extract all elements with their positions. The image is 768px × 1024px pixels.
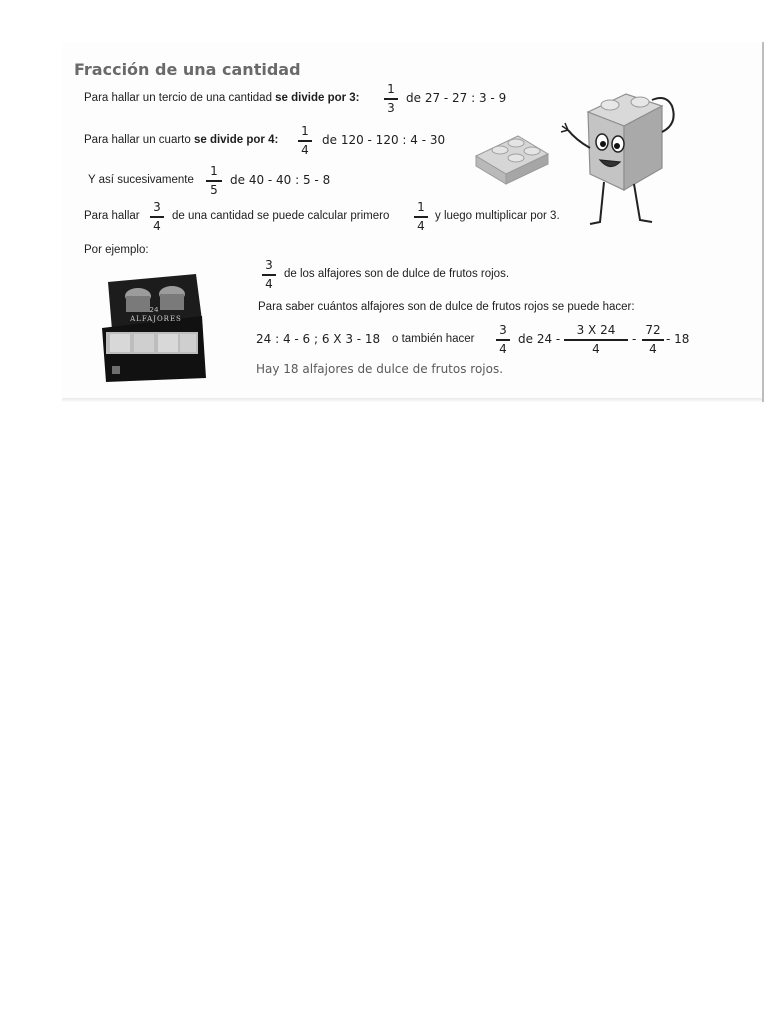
fraction-bar: [150, 216, 164, 218]
rule-tres-cuartos-start: Para hallar: [84, 210, 140, 222]
section-title: Fracción de una cantidad: [74, 60, 301, 79]
rule-sucesivamente: Y así sucesivamente: [88, 174, 194, 186]
rule-tercio-text: Para hallar un tercio de una cantidad: [84, 92, 276, 104]
fraction-calc-three-fourths: [496, 323, 510, 357]
fraction-numerator: 1: [417, 200, 425, 214]
rule-cuarto-text: Para hallar un cuarto: [84, 134, 194, 146]
fraction-denominator: 4: [592, 341, 600, 356]
rule-cuarto-calc: de 120 - 120 : 4 - 30: [322, 133, 446, 147]
rule-tercio-calc: de 27 - 27 : 3 - 9: [406, 91, 507, 105]
fraction-denominator: 4: [265, 276, 273, 291]
fraction-denominator: 5: [210, 182, 218, 197]
fraction-one-fourth-b: [414, 200, 428, 234]
fraction-denominator: 4: [417, 218, 425, 233]
fraction-example-three-fourths: [262, 258, 276, 292]
rule-sucesivamente-calc: de 40 - 40 : 5 - 8: [230, 173, 331, 187]
fraction-denominator: 4: [301, 142, 309, 157]
fraction-numerator: 3 X 24: [576, 323, 616, 337]
rule-cuarto: [84, 134, 278, 146]
fraction-denominator: 4: [649, 341, 657, 356]
fraction-three-times-24: [564, 323, 628, 357]
fraction-denominator: 3: [387, 100, 395, 115]
page-right-border: [762, 42, 764, 402]
rule-tres-cuartos-end: y luego multiplicar por 3.: [435, 210, 560, 222]
fraction-numerator: 1: [301, 124, 309, 138]
example-or-text: o también hacer: [392, 333, 475, 345]
worksheet-page: [62, 42, 762, 402]
fraction-one-fifth: [206, 164, 222, 198]
rule-cuarto-bold: se divide por 4:: [193, 134, 279, 146]
fraction-numerator: 3: [153, 200, 161, 214]
fraction-one-fourth: [298, 124, 312, 158]
rule-tercio: [84, 92, 360, 104]
example-question: Para saber cuántos alfajores son de dulce de frutos rojos se puede hacer:: [258, 301, 635, 313]
fraction-numerator: 1: [387, 82, 395, 96]
example-answer: Hay 18 alfajores de dulce de frutos rojos.: [256, 362, 504, 376]
fraction-bar: [384, 98, 398, 100]
example-calc-dash: -: [632, 332, 637, 346]
fraction-bar: [642, 339, 664, 341]
fraction-numerator: 1: [210, 164, 218, 178]
fraction-denominator: 4: [499, 341, 507, 356]
example-statement: de los alfajores son de dulce de frutos rojos.: [284, 268, 510, 280]
fraction-bar: [414, 216, 428, 218]
fraction-one-third: [384, 82, 398, 116]
fraction-72-over-4: [642, 323, 664, 357]
fraction-numerator: 72: [645, 323, 661, 337]
rule-tercio-bold: se divide por 3:: [275, 92, 360, 104]
fraction-numerator: 3: [499, 323, 507, 337]
fraction-bar: [496, 339, 510, 341]
alfajores-box-image: [98, 268, 210, 384]
fraction-numerator: 3: [265, 258, 273, 272]
example-calc-de: de 24 -: [518, 332, 561, 346]
fraction-bar: [298, 140, 312, 142]
fraction-bar: [564, 339, 628, 341]
mascot-brick-character-image: [554, 72, 689, 242]
fraction-bar: [262, 274, 276, 276]
fraction-three-fourths: [150, 200, 164, 234]
page-cut-edge: [62, 398, 762, 402]
fraction-denominator: 4: [153, 218, 161, 233]
box-brand-text: ALFAJORES: [130, 315, 182, 323]
example-calc-result: - 18: [666, 332, 690, 346]
example-calc-method1: 24 : 4 - 6 ; 6 X 3 - 18: [256, 332, 381, 346]
fraction-bar: [206, 180, 222, 182]
example-label: Por ejemplo:: [84, 244, 149, 256]
rule-tres-cuartos-middle: de una cantidad se puede calcular primero: [172, 210, 390, 222]
lego-brick-image: [472, 126, 552, 186]
box-count-text: 24: [149, 306, 159, 314]
